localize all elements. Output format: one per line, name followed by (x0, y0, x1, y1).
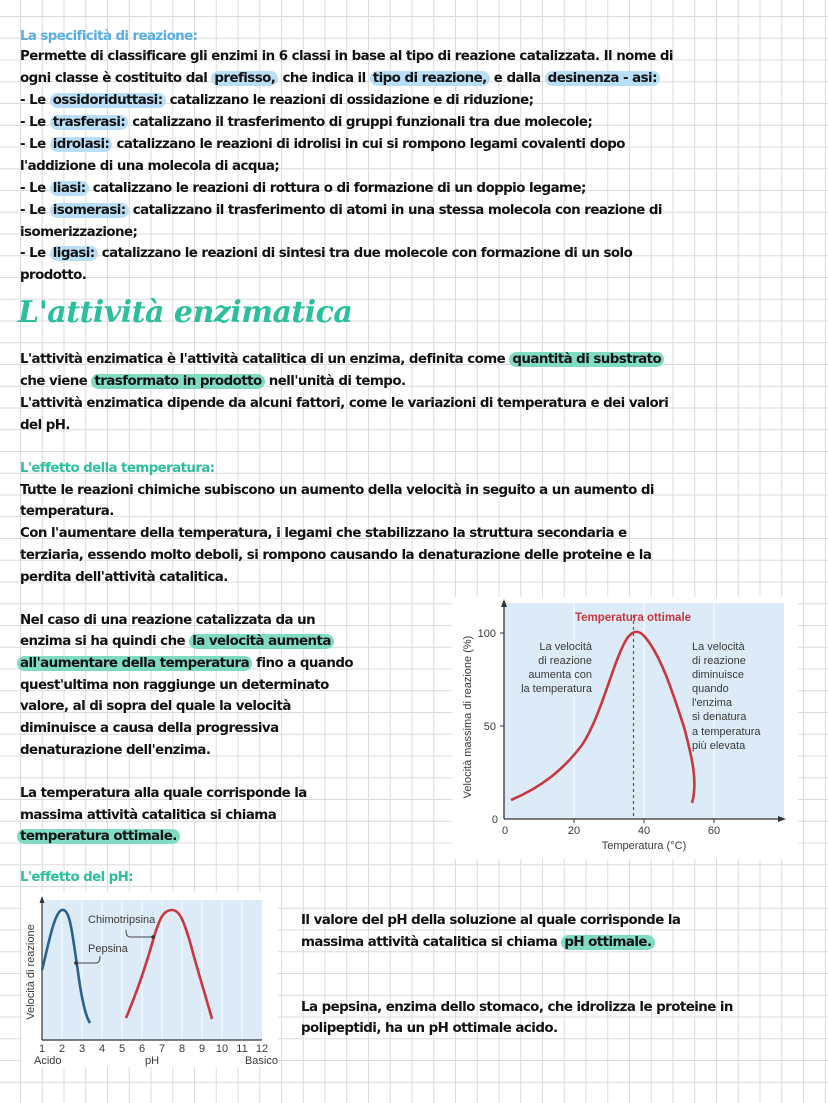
temp-col-p2-line-1: La temperatura alla quale corrisponde la (20, 786, 307, 801)
chart-title: Temperatura ottimale (574, 612, 692, 624)
highlight-desinenza: desinenza - asi: (545, 71, 660, 86)
text: enzima si ha quindi che (20, 634, 190, 649)
x-tick: 10 (215, 1043, 229, 1055)
temperature-line-1: Tutte le reazioni chimiche subiscono un aumento della velocità in seguito a un aumento di (20, 483, 654, 498)
y-axis-label: Velocità massima di reazione (%) (462, 635, 474, 799)
label-chimotripsina: Chimotripsina (88, 914, 156, 926)
class-item-ossidoriduttasi (20, 90, 533, 112)
x-tick: 12 (255, 1043, 269, 1055)
ph-chart (22, 892, 278, 1067)
annotation-right-6: si denatura (692, 711, 747, 723)
y-axis-arrow-icon (40, 896, 45, 903)
annotation-left-1: La velocità (539, 641, 592, 653)
text: - Le (20, 203, 50, 218)
section-title-ph: L'effetto del pH: (20, 870, 133, 885)
y-tick-50: 50 (483, 721, 496, 733)
text: - Le (20, 137, 50, 152)
class-name: trasferasi: (50, 115, 128, 130)
activity-p2-line1: L'attività enzimatica dipende da alcuni fattori, come le variazioni di temperatura e dei valori (20, 396, 669, 411)
ph-p2-line1: La pepsina, enzima dello stomaco, che idrolizza le proteine in (301, 1000, 733, 1015)
text: catalizzano il trasferimento di atomi in una stessa molecola con reazione di (128, 203, 662, 218)
temp-col-line-3 (17, 653, 353, 675)
x-tick-60: 60 (707, 825, 721, 837)
x-tick: 7 (158, 1043, 166, 1055)
temp-col-line-2 (20, 631, 334, 653)
class-item-ligasi (20, 243, 632, 265)
class-item-trasferasi (20, 112, 592, 134)
annotation-right-1: La velocità (692, 641, 745, 653)
temperature-line-3: Con l'aumentare della temperatura, i legami che stabilizzano la struttura secondaria e (20, 526, 627, 541)
x-label-acido: Acido (34, 1055, 62, 1067)
x-tick: 8 (178, 1043, 186, 1055)
intro-line-2 (20, 68, 660, 90)
text: - Le (20, 246, 50, 261)
class-item-idrolasi-cont: l'addizione di una molecola di acqua; (20, 159, 280, 174)
annotation-right-5: l'enzima (692, 697, 733, 709)
ph-p1-line1: Il valore del pH della soluzione al quale corrisponde la (301, 913, 681, 928)
activity-p1-line1 (20, 349, 664, 371)
class-name: ligasi: (50, 246, 98, 261)
class-name: isomerasi: (50, 203, 129, 218)
x-tick-40: 40 (637, 825, 651, 837)
activity-p1-line2 (20, 371, 406, 393)
annotation-left-3: aumenta con (528, 669, 592, 681)
annotation-left-4: la temperatura (521, 683, 592, 695)
class-item-ligasi-cont: prodotto. (20, 268, 87, 283)
text: catalizzano le reazioni di idrolisi in cui si rompono legami covalenti dopo (112, 137, 625, 152)
text: e dalla (489, 71, 545, 86)
x-tick: 2 (58, 1043, 66, 1055)
text: - Le (20, 115, 50, 130)
annotation-right-8: più elevata (692, 740, 746, 752)
class-name: ossidoriduttasi: (50, 93, 166, 108)
text: L'attività enzimatica è l'attività catalitica di un enzima, definita come (20, 352, 510, 367)
temp-col-line-6: diminuisce a causa della progressiva (20, 721, 279, 736)
x-tick-20: 20 (567, 825, 581, 837)
text: catalizzano le reazioni di ossidazione e di riduzione; (165, 93, 534, 108)
section-title-specificity: La specificità di reazione: (20, 29, 198, 44)
label-pepsina: Pepsina (88, 943, 128, 955)
text: che viene (20, 374, 92, 389)
text: nell'unità di tempo. (264, 374, 406, 389)
class-name: liasi: (50, 181, 89, 196)
temp-col-line-7: denaturazione dell'enzima. (20, 743, 211, 758)
highlight-prefisso: prefisso, (211, 71, 278, 86)
x-tick: 9 (198, 1043, 206, 1055)
temp-col-line-5: valore, al di sopra del quale la velocità (20, 699, 291, 714)
section-title-activity: L'attività enzimatica (18, 295, 353, 330)
class-item-isomerasi-cont: isomerizzazione; (20, 225, 138, 240)
annotation-right-7: a temperatura (692, 726, 761, 738)
text: catalizzano le reazioni di sintesi tra due molecole con formazione di un solo (97, 246, 633, 261)
ph-p1-line2 (301, 932, 655, 954)
temp-col-p2-line-3 (17, 826, 180, 848)
text: fino a quando (252, 656, 354, 671)
highlight-trasformato-prodotto: trasformato in prodotto (91, 374, 264, 389)
annotation-left-2: di reazione (538, 655, 592, 667)
class-item-idrolasi (20, 134, 625, 156)
class-name: idrolasi: (50, 137, 113, 152)
temperature-chart (452, 597, 798, 859)
temperature-chart-svg (452, 597, 798, 859)
highlight-temperatura-ottimale: temperatura ottimale. (17, 829, 180, 844)
section-title-temperature: L'effetto della temperatura: (20, 461, 215, 476)
annotation-right-2: di reazione (692, 655, 746, 667)
temp-col-line-1: Nel caso di una reazione catalizzata da un (20, 613, 316, 628)
highlight-velocita-aumenta: la velocità aumenta (189, 634, 334, 649)
text: ogni classe è costituito dal (20, 71, 212, 86)
text: - Le (20, 181, 50, 196)
annotation-right-3: diminuisce (692, 669, 744, 681)
ph-chart-svg (22, 892, 278, 1067)
activity-p2-line2: del pH. (20, 418, 70, 433)
temperature-line-4: terziaria, essendo molto deboli, si rompono causando la denaturazione delle proteine e la (20, 548, 652, 563)
x-tick: 4 (98, 1043, 106, 1055)
temperature-line-5: perdita dell'attività catalitica. (20, 570, 228, 585)
x-tick: 1 (38, 1043, 46, 1055)
x-axis-label: pH (144, 1055, 160, 1067)
text: catalizzano il trasferimento di gruppi funzionali tra due molecole; (128, 115, 593, 130)
x-tick: 3 (78, 1043, 86, 1055)
text: che indica il (278, 71, 370, 86)
class-item-liasi (20, 178, 586, 200)
y-axis-label: Velocità di reazione (25, 924, 37, 1020)
temperature-line-2: temperatura. (20, 504, 114, 519)
class-item-isomerasi (20, 200, 662, 222)
temp-col-p2-line-2: massima attività catalitica si chiama (20, 808, 277, 823)
text: massima attività catalitica si chiama (301, 935, 562, 950)
highlight-ph-ottimale: pH ottimale. (561, 935, 654, 950)
x-tick: 5 (118, 1043, 126, 1055)
y-tick-0: 0 (491, 814, 498, 826)
x-axis-label: Temperatura (°C) (601, 840, 687, 852)
highlight-tipo-reazione: tipo di reazione, (370, 71, 490, 86)
annotation-right-4: quando (692, 683, 729, 695)
highlight-aumentare-temperatura: all'aumentare della temperatura (17, 656, 252, 671)
x-label-basico: Basico (244, 1055, 278, 1067)
highlight-quantita-substrato: quantità di substrato (509, 352, 664, 367)
temp-col-line-4: quest'ultima non raggiunge un determinato (20, 678, 329, 693)
x-tick-0: 0 (501, 825, 509, 837)
text: catalizzano le reazioni di rottura o di formazione di un doppio legame; (88, 181, 586, 196)
y-tick-100: 100 (477, 628, 496, 640)
ph-p2-line2: polipeptidi, ha un pH ottimale acido. (301, 1021, 558, 1036)
intro-line-1: Permette di classificare gli enzimi in 6 classi in base al tipo di reazione catalizzata. Il nome di (20, 49, 673, 64)
x-tick: 11 (236, 1043, 248, 1055)
text: - Le (20, 93, 50, 108)
x-tick: 6 (138, 1043, 146, 1055)
